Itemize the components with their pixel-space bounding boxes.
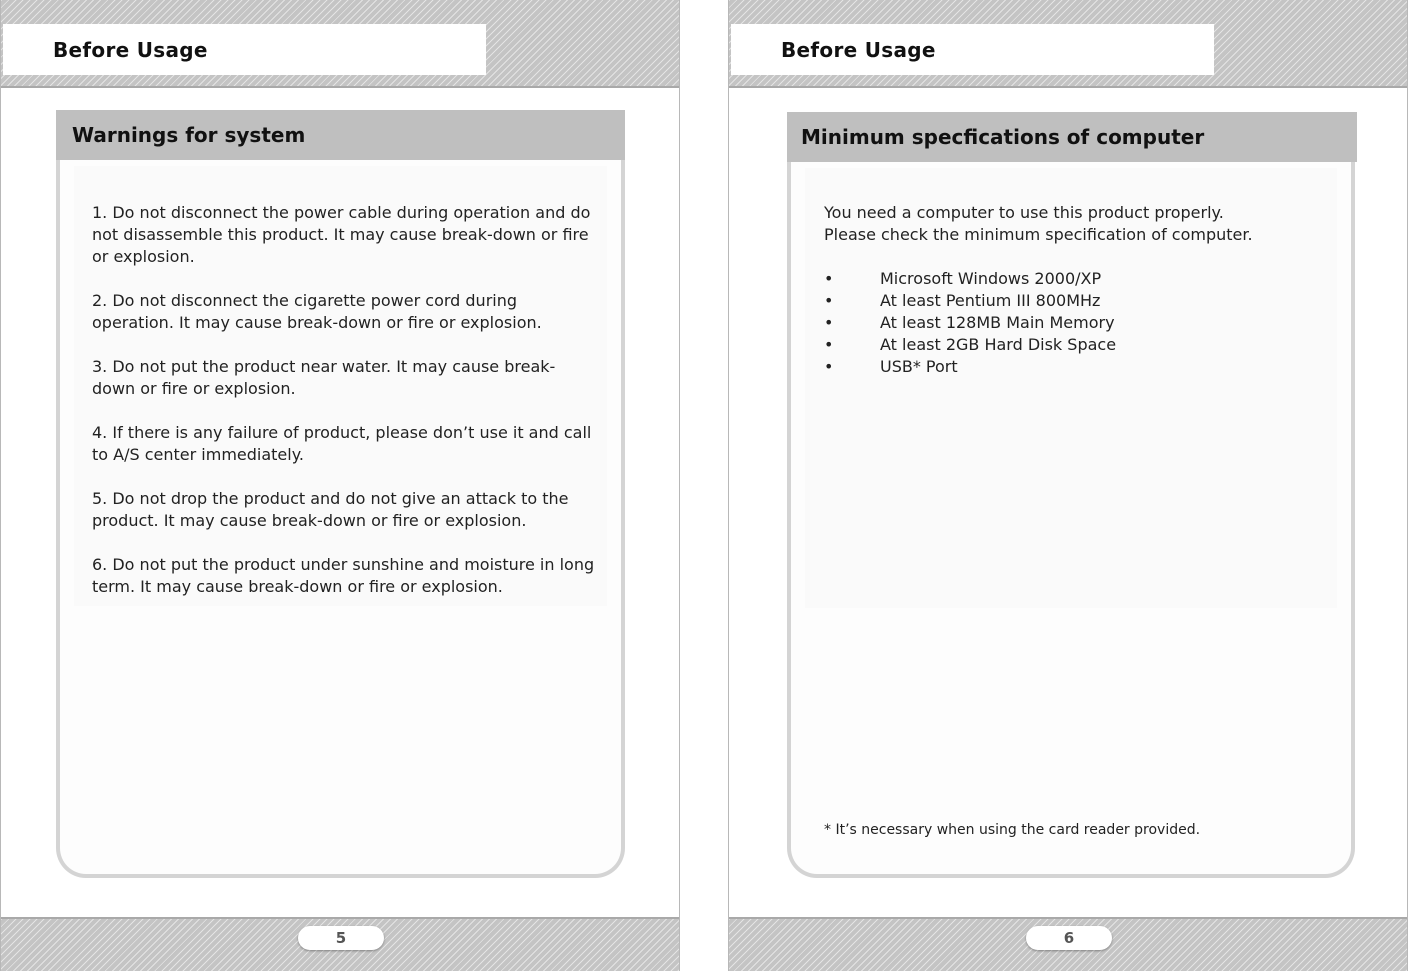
- section-title: Minimum specfications of computer: [787, 112, 1357, 162]
- bullet-icon: •: [824, 313, 834, 332]
- spec-list: [824, 268, 1324, 378]
- spec-item-label: Microsoft Windows 2000/XP: [880, 269, 1102, 288]
- bullet-icon: •: [824, 269, 834, 288]
- left-page: [0, 0, 680, 971]
- page-number: 5: [298, 926, 384, 950]
- warning-item: 2. Do not disconnect the cigarette power cord during operation. It may cause break-down or fire or explosion.: [92, 291, 542, 332]
- spec-item-label: At least Pentium III 800MHz: [880, 291, 1101, 310]
- bullet-icon: •: [824, 357, 834, 376]
- intro-text: You need a computer to use this product properly.: [824, 203, 1224, 222]
- section-title: Warnings for system: [56, 110, 625, 160]
- spec-content: [824, 202, 1324, 378]
- page-header-title: Before Usage: [781, 38, 936, 62]
- page-number: 6: [1026, 926, 1112, 950]
- spec-item: [824, 290, 1324, 312]
- page-header-title: Before Usage: [53, 38, 208, 62]
- right-page: [728, 0, 1408, 971]
- spec-item-label: USB* Port: [880, 357, 958, 376]
- spec-item: [824, 268, 1324, 290]
- intro-text: Please check the minimum specification of computer.: [824, 225, 1253, 244]
- bullet-icon: •: [824, 335, 834, 354]
- bullet-icon: •: [824, 291, 834, 310]
- spec-item: [824, 356, 1324, 378]
- footnote: * It’s necessary when using the card reader provided.: [824, 822, 1201, 838]
- spec-item-label: At least 2GB Hard Disk Space: [880, 335, 1117, 354]
- warning-item: 4. If there is any failure of product, please don’t use it and call to A/S center immediately.: [92, 423, 592, 464]
- warning-item: 1. Do not disconnect the power cable during operation and do not disassemble this product. It may cause break-down or fire or explosion.: [92, 203, 591, 266]
- warning-item: 5. Do not drop the product and do not give an attack to the product. It may cause break-down or fire or explosion.: [92, 489, 569, 530]
- spec-item-label: At least 128MB Main Memory: [880, 313, 1115, 332]
- spec-item: [824, 334, 1324, 356]
- warning-item: 3. Do not put the product near water. It may cause break-down or fire or explosion.: [92, 357, 556, 398]
- warnings-list: [92, 202, 597, 620]
- warning-item: 6. Do not put the product under sunshine and moisture in long term. It may cause break-down or fire or explosion.: [92, 555, 595, 596]
- spec-item: [824, 312, 1324, 334]
